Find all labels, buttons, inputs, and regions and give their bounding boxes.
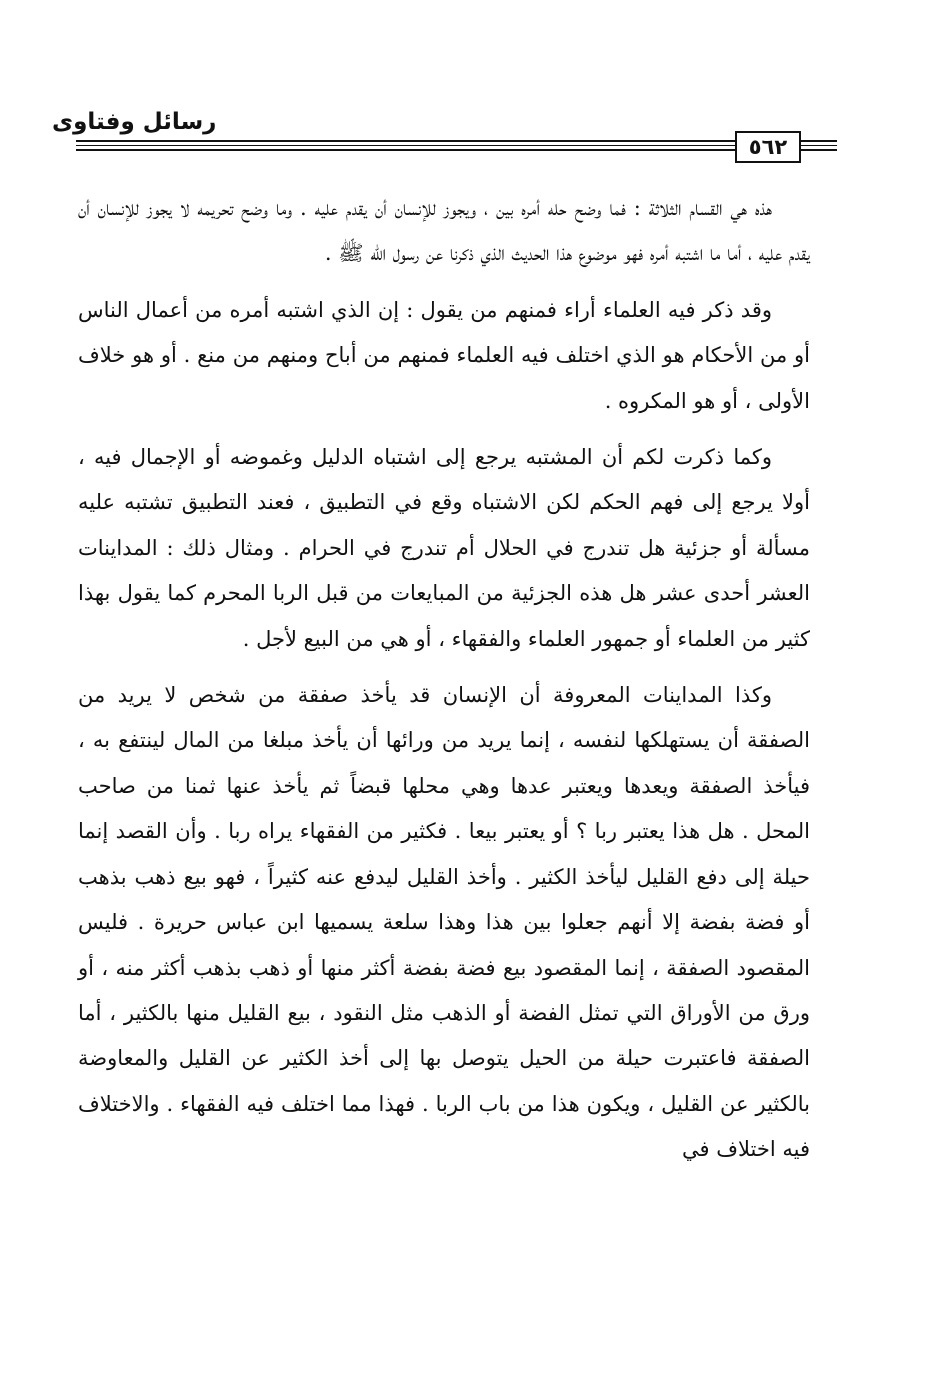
- header-rule-tail: [801, 149, 823, 151]
- header-rule: [76, 140, 837, 142]
- header-rule-tail: [801, 140, 823, 142]
- paragraph: وكما ذكرت لكم أن المشتبه يرجع إلى اشتباه الدليل وغموضه أو الإجمال فيه ، أولا يرجع إلى فهم الحكم لكن الاشتباه وقع في التطبيق ، فعند التطبيق تشتبه عليه مسألة أو جزئية هل تندرج في الحلال أم تندرج في الحرام . ومثال ذلك : المداينات العشر أحدى عشر هل هذه الجزئية من المبايعات من قبل الربا المحرم كما يقول بهذا كثير من العلماء أو جمهور العلماء والفقهاء ، أو هي من البيع لأجل .: [78, 445, 810, 651]
- paragraph: هذه هي القسام الثلاثة : فما وضح حله أمره بين ، ويجوز للإنسان أن يقدم عليه . وما وضح تحريمه لا يجوز للإنسان أن يقدم عليه ، أما ما اشتبه أمره فهو موضوع هذا الحديث الذي ذكرنا عن رسول الله ﷺ .: [78, 196, 810, 266]
- paragraph: وكذا المداينات المعروفة أن الإنسان قد يأخذ صفقة من شخص لا يريد من الصفقة أن يستهلكها لنفسه ، إنما يريد من ورائها أن يأخذ مبلغا من المال لينتفع به ، فيأخذ الصفقة ويعدها ويعتبر عدها وهي محلها قبضاً ثم يأخذ عنها ثمنا من صاحب المحل . هل هذا يعتبر ربا ؟ أو يعتبر بيعا . فكثير من الفقهاء يراه ربا . وأن القصد إنما حيلة إلى دفع القليل ليأخذ الكثير . وأخذ القليل ليدفع عنه كثيراً ، فهو بيع ذهب بذهب أو فضة بفضة إلا أنهم جعلوا بين هذا وهذا سلعة يسميها ابن عباس حريرة . فليس المقصود الصفقة ، إنما المقصود بيع فضة بفضة أكثر منها أو ذهب بذهب أكثر منه ، أو ورق من الأوراق التي تمثل الفضة أو الذهب مثل النقود ، بيع القليل منها بالكثير ، أما الصفقة فاعتبرت حيلة من الحيل يتوصل بها إلى أخذ الكثير عن القليل والمعاوضة بالكثير عن القليل ، ويكون هذا من باب الربا . فهذا مما اختلف فيه الفقهاء . والاختلاف فيه اختلاف في: [78, 683, 810, 1162]
- header-rule-tail: [801, 145, 823, 146]
- page-number: ٥٦٢: [735, 131, 801, 163]
- paragraph: وقد ذكر فيه العلماء أراء فمنهم من يقول : إن الذي اشتبه أمره من أعمال الناس أو من الأحكام هو الذي اختلف فيه العلماء فمنهم من أباح ومنهم من منع . أو هو خلاف الأولى ، أو هو المكروه .: [78, 297, 810, 413]
- body-text: [78, 186, 810, 1173]
- running-header-title: رسائل وفتاوى: [52, 109, 217, 135]
- header-rule: [76, 145, 837, 146]
- header-rule: [76, 149, 837, 151]
